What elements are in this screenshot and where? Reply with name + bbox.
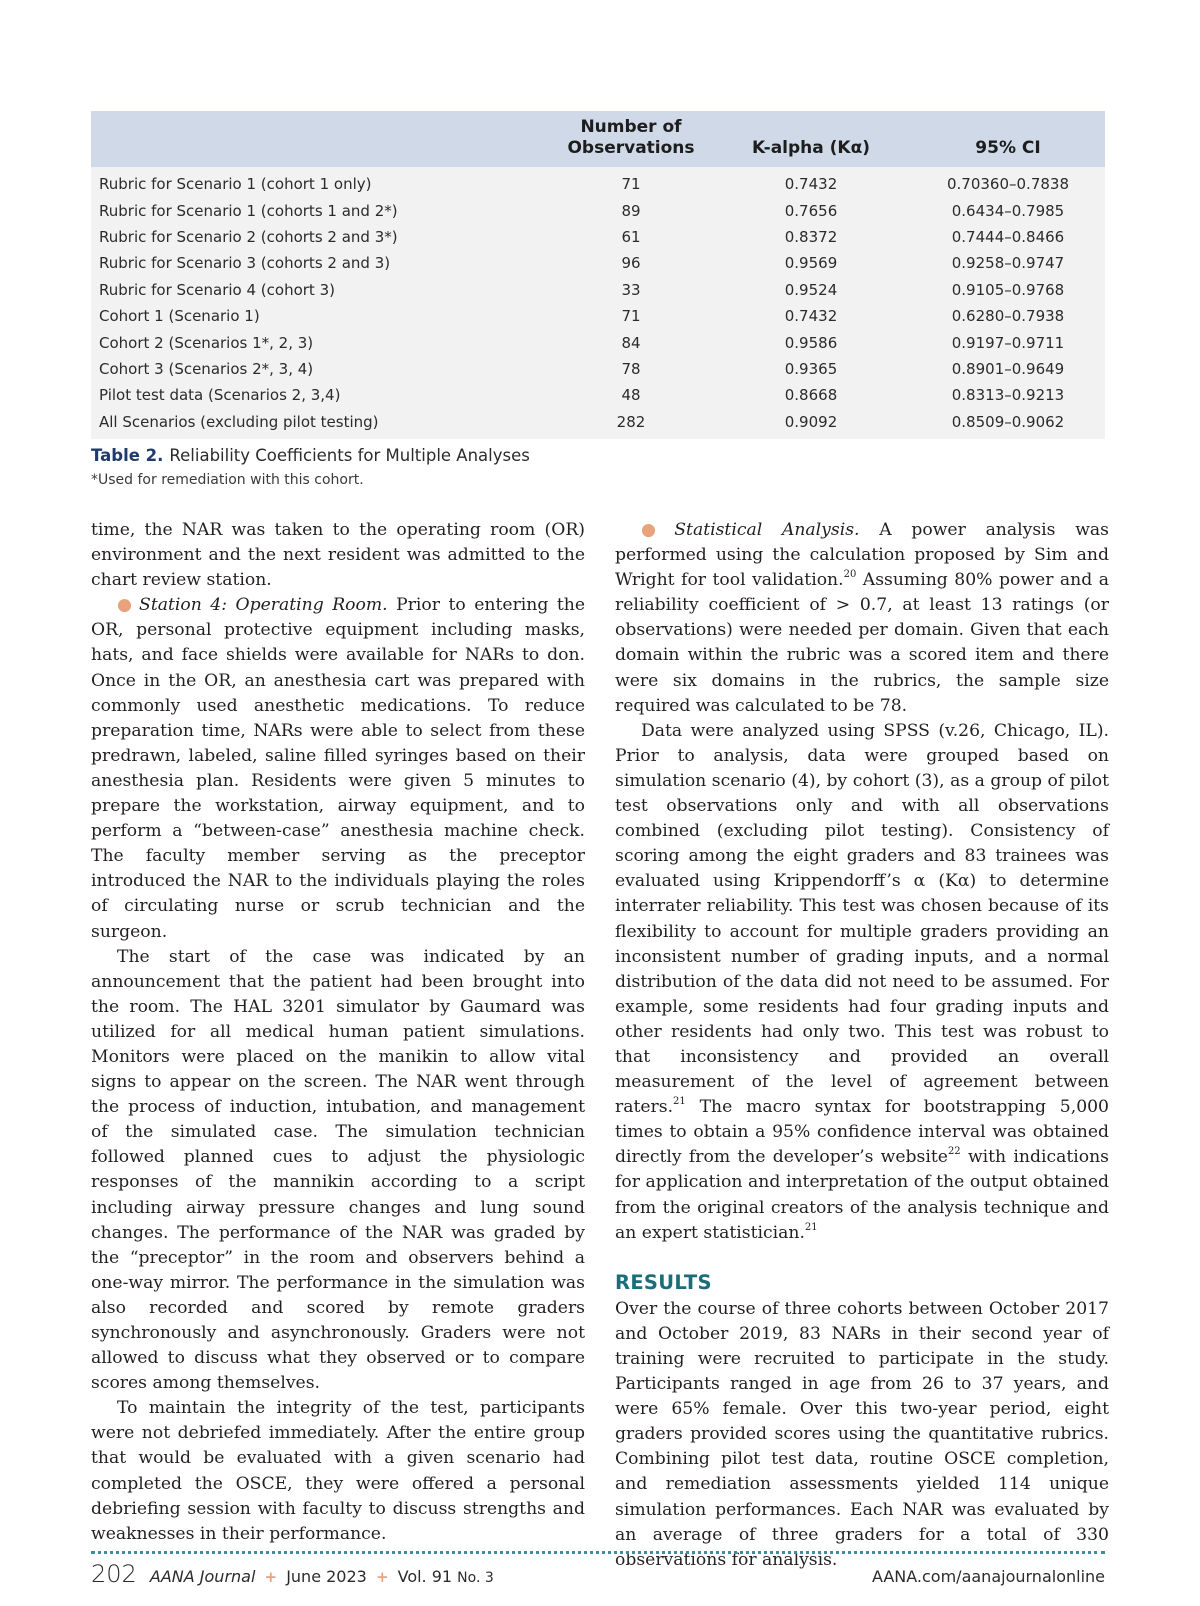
header-observations: Number of Observations (551, 111, 711, 167)
paragraph-text: Data were analyzed using SPSS (v.26, Chicago, IL). Prior to analysis, data were grouped based on simulation scenario (4), by cohort (3), as a group of pilot test observations only and with all observations combined (excluding pilot testing). Consistency of scoring among the eight graders and 83 trainees was evaluated using Krippendorff’s α (Kα) to determine interrater reliability. This test was chosen because of its flexibility to account for multiple graders providing an inconsistent number of grading inputs, and a normal distribution of the data did not need to be assumed. For example, some residents had four grading inputs and other residents had only two. This test was robust to that inconsistency and provided an overall measurement of the level of agreement between raters. (615, 720, 1109, 1118)
kalpha-cell: 0.7432 (784, 175, 838, 194)
observations-cell: 84 (621, 333, 641, 352)
kalpha-cell: 0.8372 (784, 227, 838, 246)
kalpha-cell: 0.8668 (784, 386, 838, 405)
table-row (91, 224, 1105, 250)
row-label: Rubric for Scenario 1 (cohort 1 only) (99, 175, 372, 194)
ci-cell: 0.8901–0.9649 (951, 359, 1065, 378)
ci-cell: 0.7444–0.8466 (951, 227, 1065, 246)
kalpha-cell: 0.9586 (784, 333, 838, 352)
section-heading-results: RESULTS (615, 1270, 712, 1294)
reliability-table (91, 111, 1105, 439)
paragraph: To maintain the integrity of the test, participants were not debriefed immediately. After the entire group that would be evaluated with a given scenario had completed the OSCE, they were offered a personal debriefing session with faculty to discuss strengths and weaknesses in their performance. (91, 1398, 585, 1544)
table-footnote: *Used for remediation with this cohort. (91, 472, 364, 488)
footer-divider (91, 1551, 1105, 1554)
footer-left (91, 1560, 494, 1588)
run-in-title: Station 4: Operating Room. (139, 595, 388, 616)
ci-cell: 0.6280–0.7938 (951, 307, 1065, 326)
table-row (91, 167, 1105, 197)
bullet-icon: ● (117, 595, 136, 616)
journal-name: AANA Journal (149, 1567, 256, 1586)
plus-separator-icon: + (375, 1568, 389, 1586)
table-caption-label: Table 2. (91, 446, 164, 465)
kalpha-cell: 0.9569 (784, 254, 838, 273)
table-caption-text: Reliability Coefficients for Multiple Analyses (169, 446, 530, 465)
table-row (91, 409, 1105, 439)
citation-superscript: 21 (804, 1221, 818, 1233)
ci-cell: 0.70360–0.7838 (946, 175, 1069, 194)
row-label: Cohort 2 (Scenarios 1*, 2, 3) (99, 333, 314, 352)
row-label: Rubric for Scenario 3 (cohorts 2 and 3) (99, 254, 391, 273)
observations-cell: 78 (621, 359, 641, 378)
page-number: 202 (91, 1560, 137, 1588)
table-row (91, 277, 1105, 303)
table-row (91, 197, 1105, 223)
table-header-row (91, 111, 1105, 167)
paragraph-text: A power analysis was performed using the calculation proposed by Sim and Wright for tool validation. (615, 520, 1109, 591)
ci-cell: 0.9105–0.9768 (951, 280, 1065, 299)
paragraph: time, the NAR was taken to the operating room (OR) environment and the next resident was admitted to the chart review station. (91, 520, 585, 591)
kalpha-cell: 0.7432 (784, 307, 838, 326)
ci-cell: 0.9258–0.9747 (951, 254, 1065, 273)
observations-cell: 61 (621, 227, 641, 246)
paragraph-station-4 (91, 593, 585, 944)
ci-cell: 0.8509–0.9062 (951, 412, 1065, 431)
paragraph-text: with indications for application and interpretation of the output obtained from the original creators of the analysis technique and an expert statistician. (615, 1147, 1109, 1243)
row-label: All Scenarios (excluding pilot testing) (99, 412, 379, 431)
row-label: Cohort 3 (Scenarios 2*, 3, 4) (99, 359, 314, 378)
observations-cell: 71 (621, 307, 641, 326)
right-column (615, 518, 1109, 1573)
issue-date: June 2023 (286, 1567, 367, 1586)
kalpha-cell: 0.9365 (784, 359, 838, 378)
table-caption (91, 446, 530, 465)
kalpha-cell: 0.9524 (784, 280, 838, 299)
table-row (91, 250, 1105, 276)
paragraph-text: Assuming 80% power and a reliability coefficient of > 0.7, at least 13 ratings (or observations) were needed per domain. Given that each domain within the rubric was a scored item and there were six domains in the rubrics, the sample size required was calculated to be 78. (615, 570, 1109, 716)
table-row (91, 382, 1105, 408)
ci-cell: 0.6434–0.7985 (951, 201, 1065, 220)
row-label: Cohort 1 (Scenario 1) (99, 307, 260, 326)
paragraph-text: Prior to entering the OR, personal protective equipment including masks, hats, and face shields were available for NARs to don. Once in the OR, an anesthesia cart was prepared with commonly used anesthetic medications. To reduce preparation time, NARs were able to select from these predrawn, labeled, saline filled syringes based on their anesthesia plan. Residents were given 5 minutes to prepare the workstation, airway equipment, and to perform a “between-case” anesthesia machine check. The faculty member serving as the preceptor introduced the NAR to the individuals playing the roles of circulating nurse or scrub technician and the surgeon. (91, 595, 586, 942)
observations-cell: 48 (621, 386, 641, 405)
observations-cell: 282 (616, 412, 646, 431)
citation-superscript: 21 (673, 1096, 686, 1108)
plus-separator-icon: + (264, 1568, 278, 1586)
row-label: Rubric for Scenario 1 (cohorts 1 and 2*) (99, 201, 398, 220)
observations-cell: 89 (621, 201, 641, 220)
header-kalpha: K-alpha (Kα) (711, 111, 911, 167)
header-blank (91, 111, 551, 167)
left-column (91, 518, 585, 1547)
issue-number: No. 3 (457, 1570, 494, 1586)
journal-url[interactable]: AANA.com/aanajournalonline (871, 1567, 1105, 1586)
table-row (91, 303, 1105, 329)
citation-superscript: 22 (947, 1146, 961, 1158)
observations-cell: 96 (621, 254, 641, 273)
table-row (91, 356, 1105, 382)
paragraph: The start of the case was indicated by an announcement that the patient had been brought into the room. The HAL 3201 simulator by Gaumard was utilized for all medical human patient simulations. Monitors were placed on the manikin to allow vital signs to appear on the screen. The NAR went through the process of induction, intubation, and management of the simulated case. The simulation technician followed planned cues to adjust the physiologic responses of the mannikin according to a script including airway pressure changes and lung sound changes. The performance of the NAR was graded by the “preceptor” in the room and observers behind a one-way mirror. The performance in the simulation was also recorded and scored by remote graders synchronously and asynchronously. Graders were not allowed to discuss what they observed or to compare scores among themselves. (91, 946, 585, 1394)
paragraph-data-analysis (615, 719, 1109, 1246)
reliability-table-container (91, 111, 1105, 439)
bullet-icon: ● (641, 520, 671, 540)
paragraph-statistical-analysis (615, 518, 1109, 719)
volume: Vol. 91 (397, 1567, 453, 1586)
kalpha-cell: 0.9092 (784, 412, 838, 431)
header-ci: 95% CI (911, 111, 1105, 167)
run-in-title: Statistical Analysis. (674, 520, 860, 540)
citation-superscript: 20 (843, 569, 857, 581)
row-label: Rubric for Scenario 4 (cohort 3) (99, 280, 335, 299)
paragraph-text: The macro syntax for bootstrapping 5,000 times to obtain a 95% confidence interval was obtained directly from the developer’s website (615, 1097, 1109, 1168)
observations-cell: 33 (621, 280, 641, 299)
ci-cell: 0.9197–0.9711 (951, 333, 1065, 352)
observations-cell: 71 (621, 175, 641, 194)
row-label: Rubric for Scenario 2 (cohorts 2 and 3*) (99, 227, 398, 246)
row-label: Pilot test data (Scenarios 2, 3,4) (99, 386, 341, 405)
ci-cell: 0.8313–0.9213 (951, 386, 1065, 405)
paragraph: Over the course of three cohorts between October 2017 and October 2019, 83 NARs in their second year of training were recruited to participate in the study. Participants ranged in age from 26 to 37 years, and were 65% female. Over this two-year period, eight graders provided scores using the quantitative rubrics. Combining pilot test data, routine OSCE completion, and remediation assessments yielded 114 unique simulation performances. Each NAR was evaluated by an average of three graders for a total of 330 observations for analysis. (615, 1298, 1109, 1570)
kalpha-cell: 0.7656 (784, 201, 838, 220)
table-row (91, 329, 1105, 355)
